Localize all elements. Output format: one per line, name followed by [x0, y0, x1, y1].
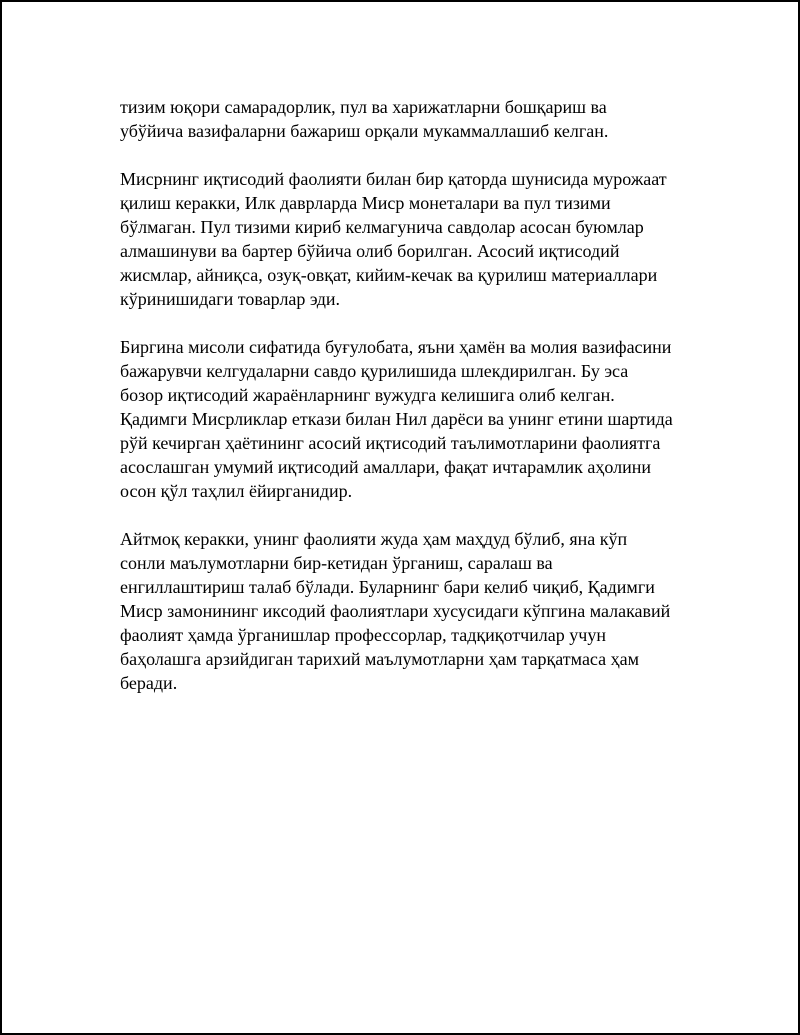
paragraph-4: Айтмоқ керакки, унинг фаолияти жуда ҳам маҳдуд бўлиб, яна кўп сонли маълумотларни бир-кетидан ўрганиш, саралаш ва енгиллаштириш талаб бўлади. Буларнинг бари келиб чиқиб, Қадимги Миср замонининг иксодий фаолиятлари хусусидаги кўпгина малакавий фаолият ҳамда ўрганишлар профессорлар, тадқиқотчилар учун баҳолашга арзийдиган тарихий маълумотларни ҳам тарқатмаса ҳам беради. [120, 529, 671, 693]
document-body [120, 95, 690, 719]
paragraph-3: Биргина мисоли сифатида буғулобата, яъни ҳамён ва молия вазифасини бажарувчи келгудаларни савдо қурилишида шлекдирилган. Бу эса бозор иқтисодий жараёнларнинг вужудга келишига олиб келган. Қадимги Мисрликлар еткази билан Нил дарёси ва унинг етини шартида рўй кечирган ҳаётининг асосий иқтисодий таълимотларини фаолиятга асослашган умумий иқтисодий амаллари, фақат ичтарамлик аҳолини осон қўл таҳлил ёйирганидир. [120, 337, 673, 501]
paragraph-1: тизим юқори самарадорлик, пул ва харижатларни бошқариш ва убўйича вазифаларни бажариш орқали мукаммаллашиб келган. [120, 97, 609, 141]
paragraph-2: Мисрнинг иқтисодий фаолияти билан бир қаторда шунисида мурожаат қилиш керакки, Илк даврларда Миср монеталари ва пул тизими бўлмаган. Пул тизими кириб келмагунича савдолар асосан буюмлар алмашинуви ва бартер бўйича олиб борилган. Асосий иқтисодий жисмлар, айниқса, озуқ-овқат, кийим-кечак ва қурилиш материаллари кўринишидаги товарлар эди. [120, 169, 667, 309]
